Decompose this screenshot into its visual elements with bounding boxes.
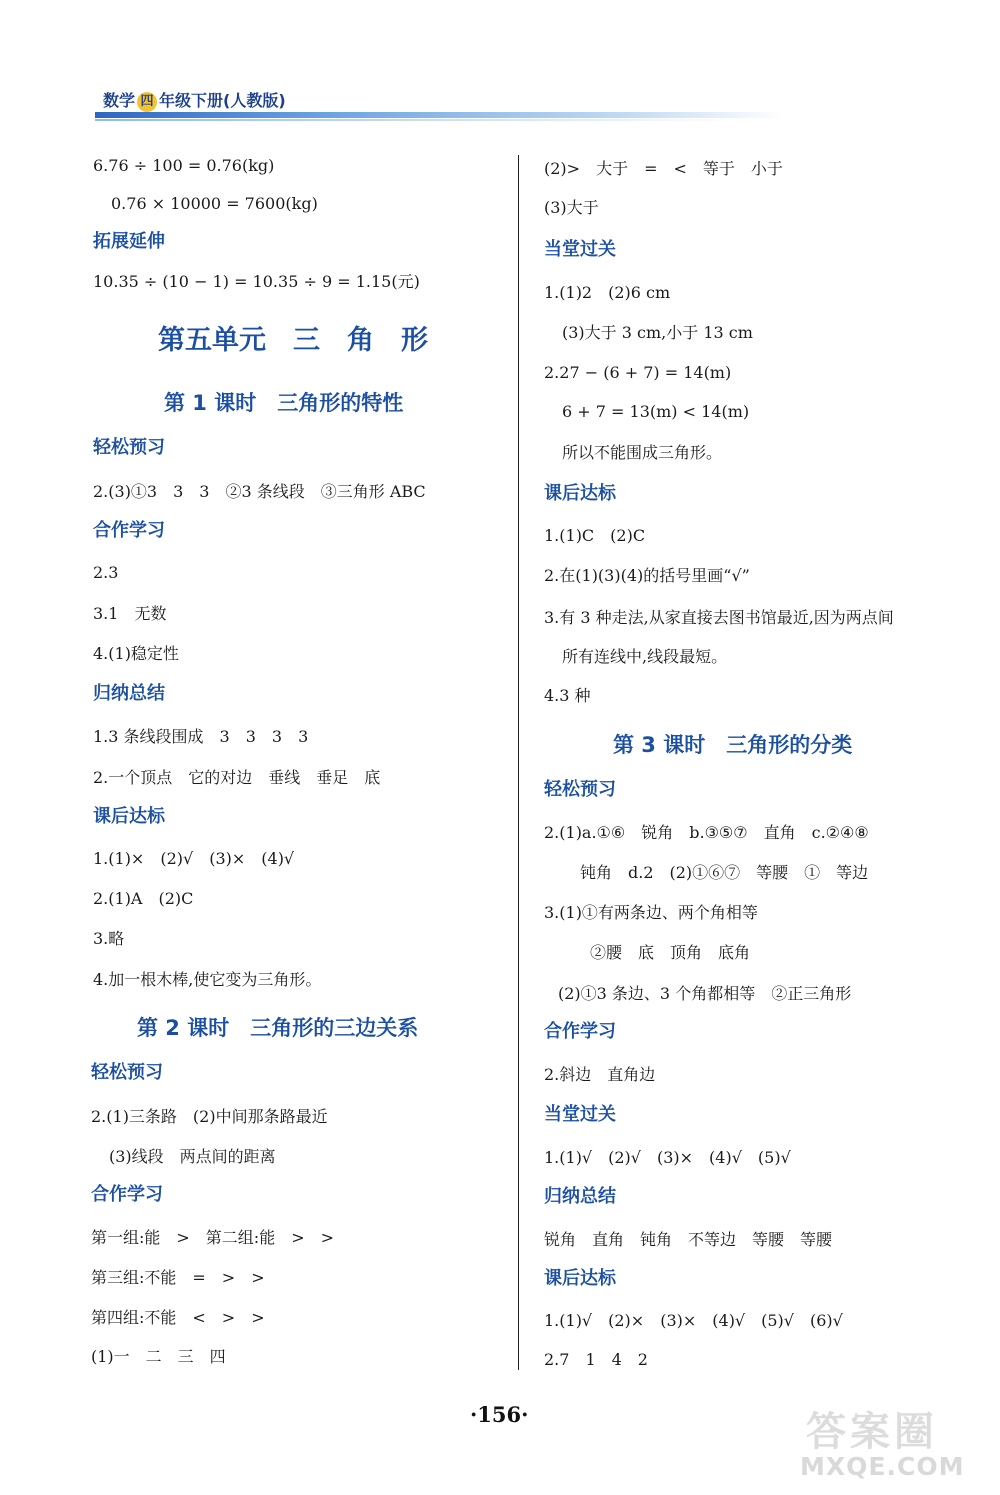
answer-line: (1)一 二 三 四 bbox=[91, 1347, 226, 1366]
answer-line: (2)①3 条边、3 个角都相等 ②正三角形 bbox=[558, 984, 852, 1003]
watermark bbox=[800, 1400, 990, 1490]
answer-line: 2.(3)①3 3 3 ②3 条线段 ③三角形 ABC bbox=[93, 482, 426, 501]
answer-line: 4.加一根木棒,使它变为三角形。 bbox=[93, 970, 322, 989]
book-title bbox=[103, 88, 286, 112]
lesson-3-title: 第 3 课时 三角形的分类 bbox=[613, 733, 853, 757]
answer-line: 2.(1)三条路 (2)中间那条路最近 bbox=[91, 1107, 328, 1126]
section-title-qingsong: 轻松预习 bbox=[91, 1062, 163, 1083]
page-number: ·156· bbox=[470, 1402, 529, 1427]
lesson-1-title: 第 1 课时 三角形的特性 bbox=[164, 391, 404, 415]
title-suffix: 年级下册(人教版) bbox=[159, 91, 286, 110]
answer-line: 3.(1)①有两条边、两个角相等 bbox=[544, 903, 758, 922]
answer-line: 6.76 ÷ 100 = 0.76(kg) bbox=[93, 156, 275, 175]
answer-line: 第三组:不能 = > > bbox=[91, 1268, 265, 1287]
answer-line: (2)> 大于 = < 等于 小于 bbox=[544, 159, 783, 178]
watermark-domain: MXQE.COM bbox=[800, 1452, 965, 1481]
answer-line: 第一组:能 > 第二组:能 > > bbox=[91, 1228, 335, 1247]
section-title-kehou: 课后达标 bbox=[544, 483, 616, 504]
answer-line: 2.(1)A (2)C bbox=[93, 889, 194, 908]
answer-line: 所以不能围成三角形。 bbox=[562, 443, 723, 462]
grade-badge: 四 bbox=[137, 92, 157, 112]
answer-line: (3)线段 两点间的距离 bbox=[109, 1147, 276, 1166]
answer-line: 2.(1)a.①⑥ 锐角 b.③⑤⑦ 直角 c.②④⑧ bbox=[544, 823, 869, 842]
answer-line: 2.斜边 直角边 bbox=[544, 1065, 656, 1084]
section-title-kehou: 课后达标 bbox=[544, 1268, 616, 1289]
answer-line: 10.35 ÷ (10 − 1) = 10.35 ÷ 9 = 1.15(元) bbox=[93, 272, 420, 291]
header-decorative-bar bbox=[95, 112, 785, 118]
answer-line: 1.(1)C (2)C bbox=[544, 526, 646, 545]
answer-line: 1.(1)× (2)√ (3)× (4)√ bbox=[93, 849, 295, 868]
page-header bbox=[95, 84, 795, 124]
answer-line: 钝角 d.2 (2)①⑥⑦ 等腰 ① 等边 bbox=[580, 863, 869, 882]
answer-line: (3)大于 3 cm,小于 13 cm bbox=[562, 323, 753, 342]
answer-line: 锐角 直角 钝角 不等边 等腰 等腰 bbox=[544, 1230, 833, 1249]
lesson-2-title: 第 2 课时 三角形的三边关系 bbox=[137, 1016, 419, 1040]
answer-line: 2.27 − (6 + 7) = 14(m) bbox=[544, 363, 732, 382]
section-title-hezuo: 合作学习 bbox=[93, 520, 165, 541]
section-title-dangtang: 当堂过关 bbox=[544, 239, 616, 260]
answer-line: 1.3 条线段围成 3 3 3 3 bbox=[93, 727, 309, 746]
header-decorative-line bbox=[95, 119, 745, 121]
answer-line: 1.(1)√ (2)√ (3)× (4)√ (5)√ bbox=[544, 1148, 791, 1167]
section-title-guina: 归纳总结 bbox=[93, 683, 165, 704]
section-title-tuozhan: 拓展延伸 bbox=[93, 231, 165, 252]
answer-line: 6 + 7 = 13(m) < 14(m) bbox=[562, 402, 750, 421]
section-title-qingsong: 轻松预习 bbox=[544, 779, 616, 800]
answer-line: 0.76 × 10000 = 7600(kg) bbox=[111, 194, 318, 213]
answer-line: 2.7 1 4 2 bbox=[544, 1350, 648, 1369]
section-title-dangtang: 当堂过关 bbox=[544, 1104, 616, 1125]
answer-line: 所有连线中,线段最短。 bbox=[562, 647, 728, 666]
answer-line: 4.(1)稳定性 bbox=[93, 644, 179, 663]
answer-line: 2.一个顶点 它的对边 垂线 垂足 底 bbox=[93, 768, 381, 787]
answer-line: 1.(1)2 (2)6 cm bbox=[544, 283, 671, 302]
watermark-logo-text: 答案圈 bbox=[806, 1409, 938, 1455]
answer-line: 2.3 bbox=[93, 563, 119, 582]
unit-title: 第五单元 三 角 形 bbox=[158, 325, 428, 356]
answer-line: (3)大于 bbox=[544, 198, 599, 217]
answer-line: 2.在(1)(3)(4)的括号里画“√” bbox=[544, 566, 750, 585]
column-divider bbox=[518, 155, 519, 1370]
answer-line: 4.3 种 bbox=[544, 686, 591, 705]
section-title-qingsong: 轻松预习 bbox=[93, 437, 165, 458]
answer-line: 第四组:不能 < > > bbox=[91, 1308, 265, 1327]
answer-line: 3.有 3 种走法,从家直接去图书馆最近,因为两点间 bbox=[544, 608, 894, 627]
section-title-guina: 归纳总结 bbox=[544, 1186, 616, 1207]
title-prefix: 数学 bbox=[103, 91, 136, 110]
answer-line: 1.(1)√ (2)× (3)× (4)√ (5)√ (6)√ bbox=[544, 1311, 843, 1330]
section-title-hezuo: 合作学习 bbox=[544, 1021, 616, 1042]
answer-line: 3.略 bbox=[93, 929, 125, 948]
section-title-hezuo: 合作学习 bbox=[91, 1184, 163, 1205]
answer-line: ②腰 底 顶角 底角 bbox=[590, 943, 751, 962]
section-title-kehou: 课后达标 bbox=[93, 806, 165, 827]
answer-line: 3.1 无数 bbox=[93, 604, 167, 623]
